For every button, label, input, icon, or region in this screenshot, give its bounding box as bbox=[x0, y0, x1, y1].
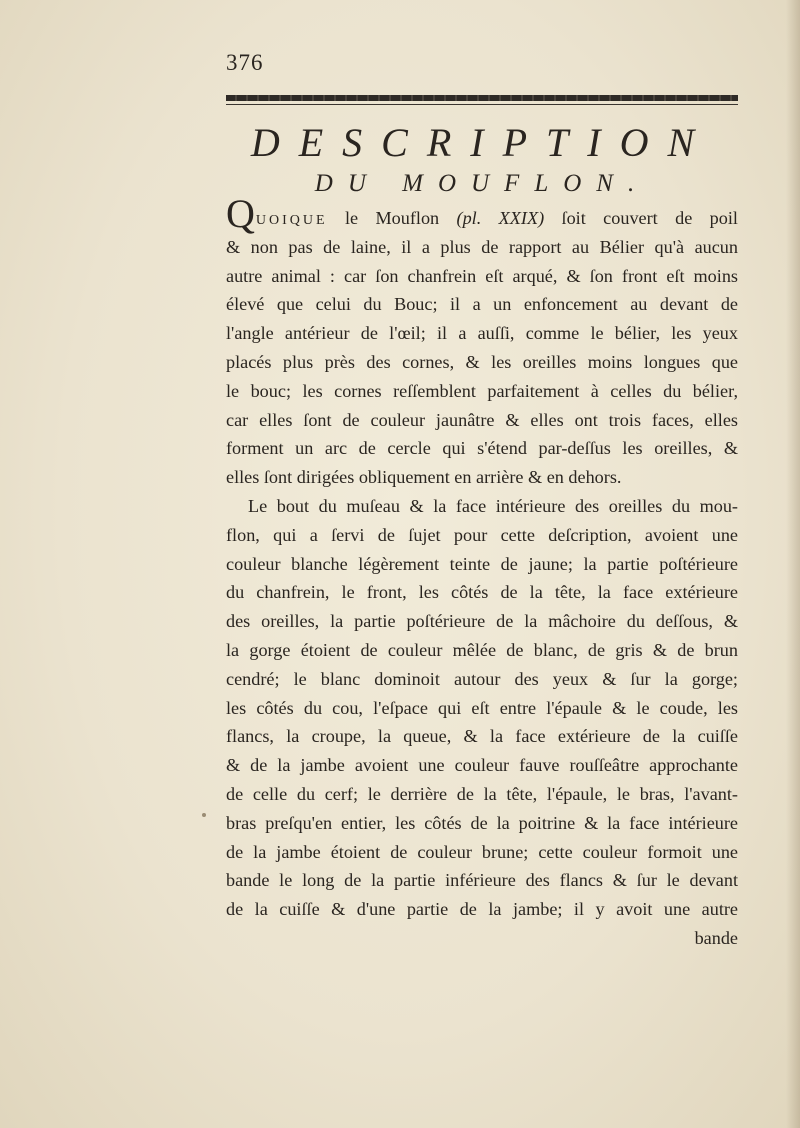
text-line: Le bout du muſeau & la face intérieure des oreilles du mou- bbox=[248, 495, 738, 516]
text-run: le Mouflon bbox=[327, 208, 457, 228]
text-line: & non pas de laine, il a plus de rapport au Bélier qu'à aucun bbox=[226, 236, 738, 257]
text-line: de celle du cerf; le derrière de la tête, l'épaule, le bras, l'avant- bbox=[226, 783, 738, 804]
text-line: les côtés du cou, l'eſpace qui eſt entre l'épaule & le coude, les bbox=[226, 697, 738, 718]
body-text bbox=[226, 191, 738, 953]
text-line: du chanfrein, le front, les côtés de la tête, la face extérieure bbox=[226, 582, 738, 603]
text-run: ſoit couvert de poil bbox=[544, 208, 738, 228]
ornamental-rule bbox=[226, 95, 738, 101]
text-line: & de la jambe avoient une couleur fauve rouſſeâtre approchante bbox=[226, 755, 738, 776]
text-line: elles ſont dirigées obliquement en arrière & en dehors. bbox=[226, 467, 622, 488]
catchword: bande bbox=[694, 927, 738, 948]
text-line: flon, qui a ſervi de ſujet pour cette deſcription, avoient une bbox=[226, 524, 738, 545]
page-title: DESCRIPTION bbox=[250, 120, 714, 165]
text-line: l'angle antérieur de l'œil; il a auſſi, comme le bélier, les yeux bbox=[226, 323, 738, 344]
text-line: de la cuiſſe & d'une partie de la jambe; il y avoit une autre bbox=[226, 899, 738, 920]
text-line: flancs, la croupe, la queue, & la face extérieure de la cuiſſe bbox=[226, 726, 738, 747]
text-line: bras preſqu'en entier, les côtés de la poitrine & la face intérieure bbox=[226, 812, 738, 833]
text-line: cendré; le blanc dominoit autour des yeux & ſur la gorge; bbox=[226, 668, 738, 689]
page-subtitle: DU MOUFLON. bbox=[314, 170, 650, 197]
text-line: la gorge étoient de couleur mêlée de blanc, de gris & de brun bbox=[226, 639, 738, 660]
text-line: forment un arc de cercle qui s'étend par-deſſus les oreilles, & bbox=[226, 438, 738, 459]
page-edge-shadow bbox=[786, 0, 800, 1128]
text-line: couleur blanche légèrement teinte de jaune; la partie poſtérieure bbox=[226, 553, 738, 574]
margin-mark bbox=[202, 813, 206, 817]
text-line: le bouc; les cornes reſſemblent parfaitement à celles du bélier, bbox=[226, 380, 738, 401]
drop-cap: Q bbox=[226, 191, 255, 236]
plate-reference: (pl. XXIX) bbox=[456, 208, 545, 228]
text-line: autre animal : car ſon chanfrein eſt arqué, & ſon front eſt moins bbox=[226, 265, 738, 286]
paragraph-1-first-line bbox=[226, 191, 738, 236]
text-line: bande le long de la partie inférieure des flancs & ſur le devant bbox=[226, 870, 738, 891]
text-line: placés plus près des cornes, & les oreilles moins longues que bbox=[226, 351, 738, 372]
small-caps-word: UOIQUE bbox=[255, 213, 328, 228]
text-line: élevé que celui du Bouc; il a un enfoncement au devant de bbox=[226, 294, 738, 315]
text-line: des oreilles, la partie poſtérieure de la mâchoire du deſſous, & bbox=[226, 611, 738, 632]
text-line: car elles ſont de couleur jaunâtre & elles ont trois faces, elles bbox=[226, 409, 738, 430]
thin-rule bbox=[226, 104, 738, 105]
page-number: 376 bbox=[226, 50, 264, 75]
text-line: de la jambe étoient de couleur brune; cette couleur formoit une bbox=[226, 841, 738, 862]
